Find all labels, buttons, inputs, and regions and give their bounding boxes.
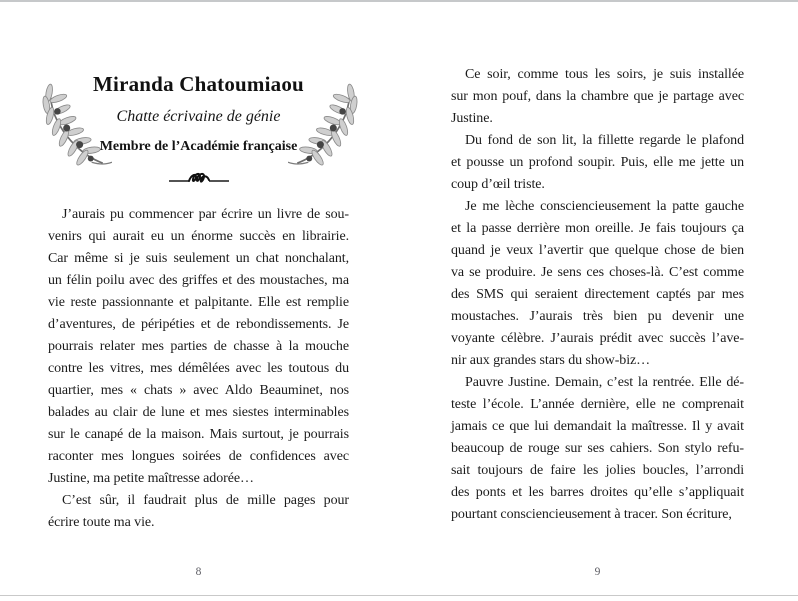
- text-line: balades au clair de lune et mes siestes interminables: [48, 405, 349, 420]
- text-line: pourtant consciencieusement à tracer. Son écriture,: [451, 507, 732, 522]
- text-line: d’aventures, de péripéties et de rebondissements. Je: [48, 317, 349, 332]
- text-line: moustaches. J’aurais très bien pu devenir une: [451, 309, 744, 324]
- text-line: teste l’école. L’année dernière, elle ne comprenait: [451, 397, 744, 412]
- text-line: Justine, ma petite maîtresse adorée…: [48, 471, 254, 486]
- text-line: Pauvre Justine. Demain, c’est la rentrée. Elle dé-: [465, 375, 744, 390]
- text-line: C’est sûr, il faudrait plus de mille pages pour: [62, 493, 349, 508]
- text-line: coup d’œil triste.: [451, 177, 545, 192]
- text-line: contre les vitres, mes démêlées avec les toutous du: [48, 361, 349, 376]
- rope-knot-divider-icon: [167, 171, 231, 189]
- text-line: jamais ce que lui demandait la maîtresse. Il y avait: [451, 419, 744, 434]
- text-line: Car même si je suis seulement un chat nonchalant,: [48, 251, 349, 266]
- text-line: beaucoup de rouge sur ses cahiers. Son stylo refu-: [451, 441, 744, 456]
- text-line: et pousse un profond soupir. Puis, elle me jette un: [451, 155, 744, 170]
- text-line: pourrais relater mes parties de chasse à la mouche: [48, 339, 349, 354]
- text-line: et la passe derrière mon oreille. Je fais toujours ça: [451, 221, 744, 236]
- text-line: J’aurais pu commencer par écrire un livre de sou-: [62, 207, 349, 222]
- page-left-text: [48, 204, 349, 534]
- text-line: des ponts et les barres droites qu’elle s’appliquait: [451, 485, 744, 500]
- author-title: Miranda Chatoumiaou: [93, 72, 304, 96]
- text-line: sur mon pouf, dans la chambre que je partage avec: [451, 89, 744, 104]
- text-line: quand je veux l’avertir que quelque chose de bien: [451, 243, 744, 258]
- page-number-right: 9: [594, 566, 601, 578]
- text-line: venirs qui aurait eu un énorme succès en librairie.: [48, 229, 349, 244]
- bottom-edge-rule: [0, 595, 798, 596]
- text-line: écrire toute ma vie.: [48, 515, 155, 530]
- text-line: sait toujours de faire les jolies boucles, l’arrondi: [451, 463, 744, 478]
- text-line: voyante célèbre. J’aurais prédit avec succès l’ave-: [451, 331, 744, 346]
- text-line: raconter mes longues soirées de confidences avec: [48, 449, 349, 464]
- text-line: Ce soir, comme tous les soirs, je suis installée: [465, 67, 744, 82]
- page-right: [451, 0, 744, 601]
- text-line: va se produire. Je sens ces choses-là. C’est comme: [451, 265, 744, 280]
- page-left: [48, 0, 349, 601]
- author-subtitle: Chatte écrivaine de génie: [116, 108, 281, 125]
- author-affiliation: Membre de l’Académie française: [99, 139, 298, 154]
- text-line: sur le canapé de la maison. Mais surtout, je pourrais: [48, 427, 349, 442]
- text-line: nir aux grandes stars du show-biz…: [451, 353, 651, 368]
- text-line: vie reste passionnante et palpitante. Elle est remplie: [48, 295, 349, 310]
- text-line: Justine.: [451, 111, 493, 126]
- text-line: quartier, mes « chats » avec Aldo Beauminet, nos: [48, 383, 349, 398]
- page-number-left: 8: [195, 566, 202, 578]
- page-right-text: [451, 64, 744, 526]
- text-line: des SMS qui seraient directement captés par mes: [451, 287, 744, 302]
- text-line: Je me lèche consciencieusement la patte gauche: [465, 199, 744, 214]
- text-line: un félin poilu avec des griffes et des moustaches, ma: [48, 273, 349, 288]
- text-line: Du fond de son lit, la fillette regarde le plafond: [465, 133, 744, 148]
